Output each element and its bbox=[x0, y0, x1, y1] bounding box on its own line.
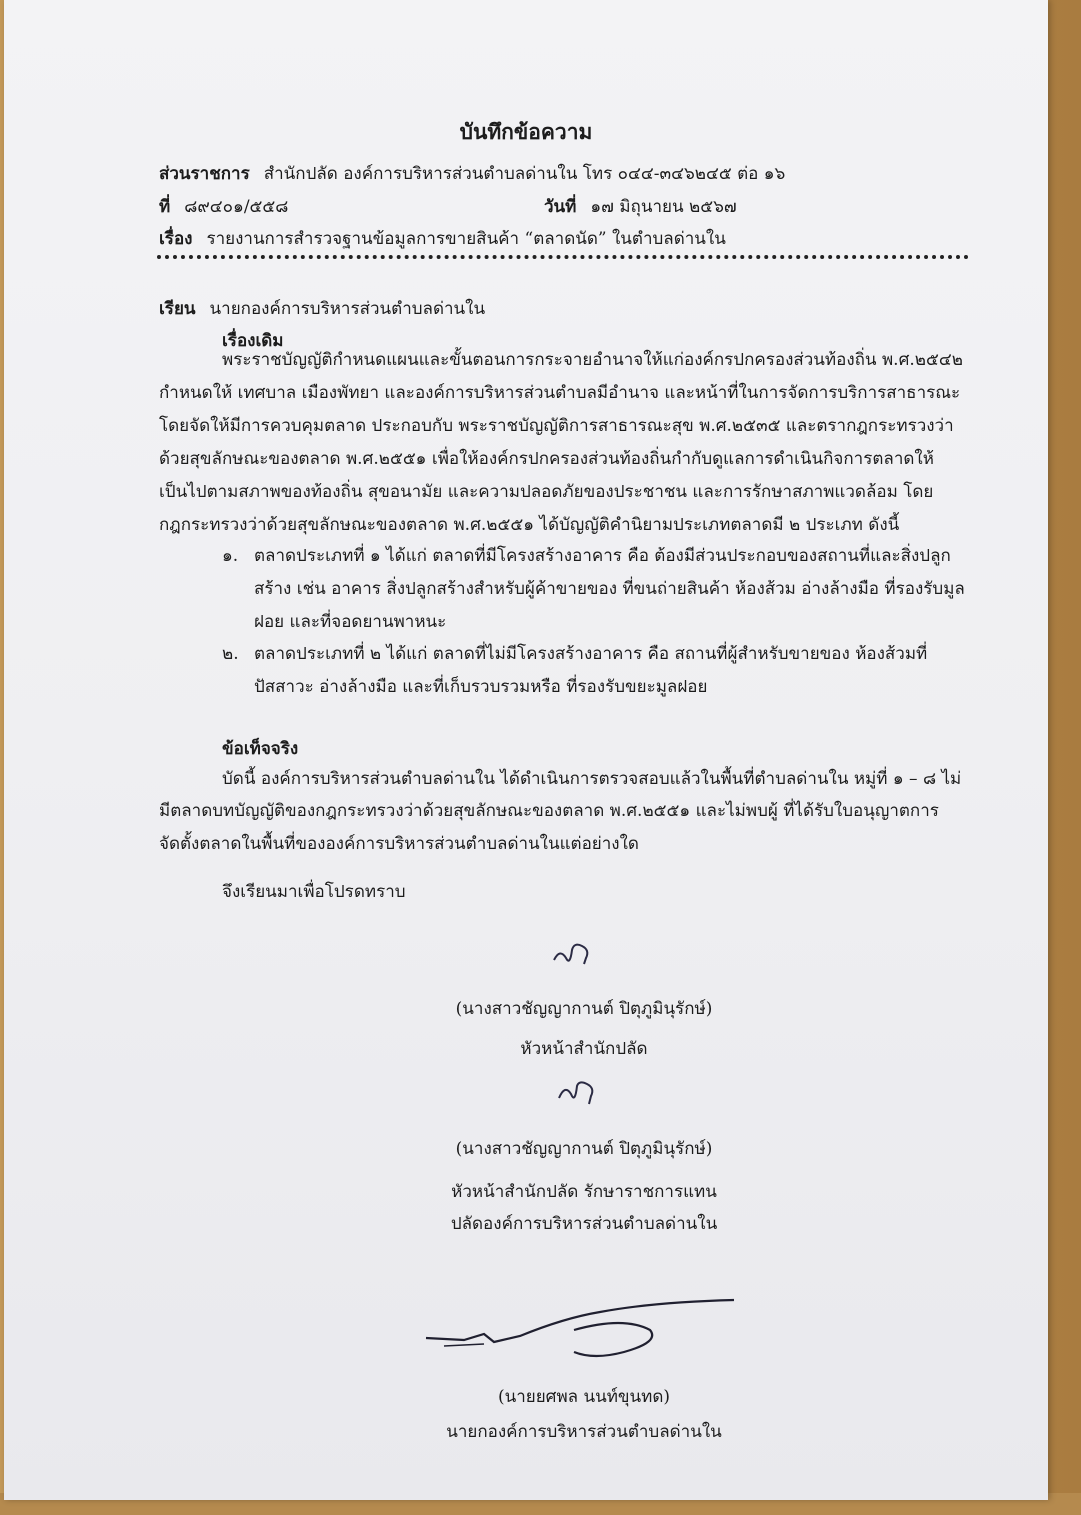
background-line-5: เป็นไปตามสภาพของท้องถิ่น สุขอนามัย และความปลอดภัยของประชาชน และการรักษาสภาพแวดล้อม โดย bbox=[159, 482, 934, 502]
background-heading: เรื่องเดิม bbox=[222, 331, 284, 351]
closing-text: จึงเรียนมาเพื่อโปรดทราบ bbox=[222, 882, 406, 902]
agency-label: ส่วนราชการ bbox=[159, 164, 250, 184]
background-line-4: ด้วยสุขลักษณะของตลาด พ.ศ.๒๕๕๑ เพื่อให้องค์กรปกครองส่วนท้องถิ่นกำกับดูแลการดำเนินกิจการตลาดให้ bbox=[159, 449, 934, 469]
item-1-line-3: ฝอย และที่จอดยานพาหนะ bbox=[254, 612, 447, 632]
date-label: วันที่ bbox=[544, 197, 577, 217]
background-line-2: กำหนดให้ เทศบาล เมืองพัทยา และองค์การบริหารส่วนตำบลมีอำนาจ และหน้าที่ในการจัดการบริการสาธารณะ bbox=[159, 383, 961, 403]
item-1-number: ๑. bbox=[222, 546, 239, 566]
item-2-number: ๒. bbox=[222, 644, 239, 664]
signature-3-name: (นายยศพล นนท์ขุนทด) bbox=[497, 1387, 671, 1407]
agency-line bbox=[159, 160, 785, 187]
ref-line bbox=[159, 193, 288, 220]
date-line bbox=[544, 193, 737, 220]
signature-3-scribble bbox=[424, 1290, 744, 1370]
ref-label: ที่ bbox=[159, 197, 171, 217]
memo-title: บันทึกข้อความ bbox=[459, 119, 593, 144]
to-line bbox=[159, 295, 485, 322]
signature-3-title: นายกองค์การบริหารส่วนตำบลด่านใน bbox=[446, 1422, 722, 1442]
signature-2-title-line-2: ปลัดองค์การบริหารส่วนตำบลด่านใน bbox=[450, 1214, 718, 1234]
date-value: ๑๗ มิถุนายน ๒๕๖๗ bbox=[590, 197, 737, 217]
item-1-line-2: สร้าง เช่น อาคาร สิ่งปลูกสร้างสำหรับผู้ค้าขายของ ที่ขนถ่ายสินค้า ห้องส้วม อ่างล้างมือ ที่รองรับมูล bbox=[254, 579, 965, 599]
item-2-line-2: ปัสสาวะ อ่างล้างมือ และที่เก็บรวบรวมหรือ ที่รองรับขยะมูลฝอย bbox=[254, 677, 708, 697]
to-label: เรียน bbox=[159, 299, 196, 319]
agency-value: สำนักปลัด องค์การบริหารส่วนตำบลด่านใน โทร ๐๔๔-๓๔๖๒๔๕ ต่อ ๑๖ bbox=[263, 164, 786, 184]
facts-line-2: มีตลาดบทบัญญัติของกฎกระทรวงว่าด้วยสุขลักษณะของตลาด พ.ศ.๒๕๕๑ และไม่พบผู้ ที่ได้รับใบอนุญาตการ bbox=[159, 801, 939, 821]
facts-line-3: จัดตั้งตลาดในพื้นที่ขององค์การบริหารส่วนตำบลด่านในแต่อย่างใด bbox=[159, 834, 639, 854]
header-divider bbox=[157, 255, 969, 259]
signature-1-name: (นางสาวชัญญากานต์ ปิตุภูมินุรักษ์) bbox=[455, 999, 713, 1019]
signature-2-title-line-1: หัวหน้าสำนักปลัด รักษาราชการแทน bbox=[451, 1182, 717, 1202]
background-line-6: กฎกระทรวงว่าด้วยสุขลักษณะของตลาด พ.ศ.๒๕๕๑ ได้บัญญัติคำนิยามประเภทตลาดมี ๒ ประเภท ดังนี้ bbox=[159, 515, 900, 535]
subject-line bbox=[159, 225, 726, 252]
signature-2-name: (นางสาวชัญญากานต์ ปิตุภูมินุรักษ์) bbox=[455, 1139, 713, 1159]
background-line-1: พระราชบัญญัติกำหนดแผนและขั้นตอนการกระจายอำนาจให้แก่องค์กรปกครองส่วนท้องถิ่น พ.ศ.๒๕๔๒ bbox=[222, 350, 963, 370]
subject-value: รายงานการสำรวจฐานข้อมูลการขายสินค้า “ตลาดนัด” ในตำบลด่านใน bbox=[206, 229, 726, 249]
background-line-3: โดยจัดให้มีการควบคุมตลาด ประกอบกับ พระราชบัญญัติการสาธารณะสุข พ.ศ.๒๕๓๕ และตรากฎกระทรวงว่า bbox=[159, 416, 954, 436]
subject-label: เรื่อง bbox=[159, 229, 193, 249]
to-value: นายกองค์การบริหารส่วนตำบลด่านใน bbox=[209, 299, 486, 319]
memo-paper bbox=[4, 0, 1048, 1500]
item-2-line-1: ตลาดประเภทที่ ๒ ได้แก่ ตลาดที่ไม่มีโครงสร้างอาคาร คือ สถานที่ผู้สำหรับขายของ ห้องส้วมที่ bbox=[254, 644, 928, 664]
signature-1-scribble bbox=[552, 940, 602, 972]
item-1-line-1: ตลาดประเภทที่ ๑ ได้แก่ ตลาดที่มีโครงสร้างอาคาร คือ ต้องมีส่วนประกอบของสถานที่และสิ่งปลูก bbox=[254, 546, 951, 566]
ref-value: ๘๙๔๐๑/๕๕๘ bbox=[184, 197, 289, 217]
facts-line-1: บัดนี้ องค์การบริหารส่วนตำบลด่านใน ได้ดำเนินการตรวจสอบแล้วในพื้นที่ตำบลด่านใน หมู่ที่ ๑ – ๘ ไม่ bbox=[222, 769, 962, 789]
signature-1-title: หัวหน้าสำนักปลัด bbox=[520, 1039, 648, 1059]
facts-heading: ข้อเท็จจริง bbox=[222, 739, 299, 759]
signature-2-scribble bbox=[557, 1078, 607, 1110]
